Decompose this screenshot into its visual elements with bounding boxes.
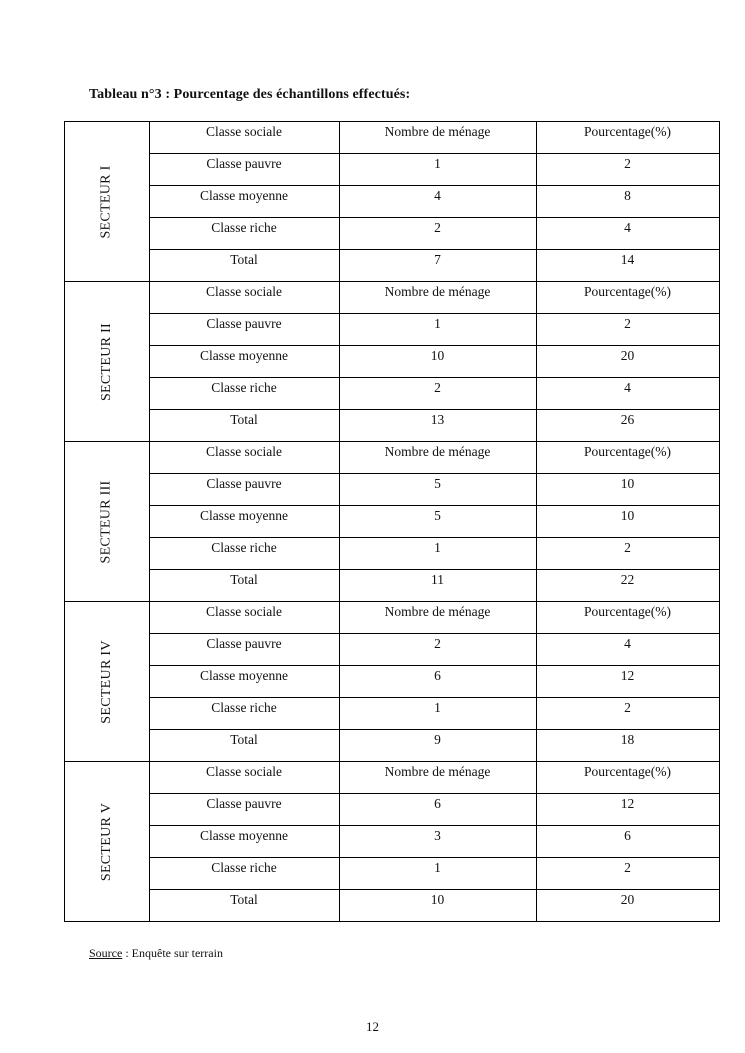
cell-nombre: 7	[339, 250, 536, 282]
cell-nombre: 9	[339, 730, 536, 762]
cell-classe: Classe moyenne	[149, 186, 339, 218]
cell-classe: Classe pauvre	[149, 314, 339, 346]
cell-classe: Total	[149, 570, 339, 602]
header-row	[65, 602, 720, 634]
header-row	[65, 122, 720, 154]
header-cell-pourcentage: Pourcentage(%)	[536, 602, 719, 634]
cell-classe: Total	[149, 250, 339, 282]
cell-nombre: 2	[339, 378, 536, 410]
cell-pourcentage: 2	[536, 538, 719, 570]
header-cell-nombre: Nombre de ménage	[339, 122, 536, 154]
table-row	[65, 858, 720, 890]
table-row	[65, 250, 720, 282]
header-row	[65, 282, 720, 314]
cell-pourcentage: 22	[536, 570, 719, 602]
source-note	[89, 946, 223, 961]
cell-classe: Classe riche	[149, 538, 339, 570]
table-row	[65, 890, 720, 922]
cell-pourcentage: 12	[536, 666, 719, 698]
table-row	[65, 794, 720, 826]
cell-classe: Classe moyenne	[149, 826, 339, 858]
cell-nombre: 10	[339, 346, 536, 378]
cell-pourcentage: 14	[536, 250, 719, 282]
table-row	[65, 698, 720, 730]
cell-nombre: 5	[339, 474, 536, 506]
header-cell-pourcentage: Pourcentage(%)	[536, 442, 719, 474]
sector-cell	[65, 122, 150, 282]
cell-nombre: 2	[339, 634, 536, 666]
cell-nombre: 6	[339, 794, 536, 826]
cell-classe: Classe moyenne	[149, 346, 339, 378]
cell-pourcentage: 12	[536, 794, 719, 826]
cell-classe: Classe riche	[149, 858, 339, 890]
sector-cell	[65, 762, 150, 922]
cell-pourcentage: 20	[536, 346, 719, 378]
samples-table-body	[65, 122, 720, 922]
cell-pourcentage: 2	[536, 154, 719, 186]
table-row	[65, 506, 720, 538]
table-row	[65, 218, 720, 250]
cell-nombre: 5	[339, 506, 536, 538]
header-cell-pourcentage: Pourcentage(%)	[536, 762, 719, 794]
table-row	[65, 154, 720, 186]
page-number: 12	[366, 1019, 379, 1034]
header-cell-pourcentage: Pourcentage(%)	[536, 122, 719, 154]
sector-label: SECTEUR V	[98, 802, 114, 882]
cell-pourcentage: 26	[536, 410, 719, 442]
header-cell-classe: Classe sociale	[149, 602, 339, 634]
cell-pourcentage: 8	[536, 186, 719, 218]
header-row	[65, 762, 720, 794]
table-row	[65, 378, 720, 410]
cell-classe: Classe pauvre	[149, 154, 339, 186]
cell-classe: Total	[149, 890, 339, 922]
sector-label: SECTEUR III	[98, 480, 114, 564]
cell-nombre: 1	[339, 314, 536, 346]
cell-nombre: 2	[339, 218, 536, 250]
table-row	[65, 634, 720, 666]
cell-classe: Total	[149, 730, 339, 762]
header-cell-pourcentage: Pourcentage(%)	[536, 282, 719, 314]
header-cell-nombre: Nombre de ménage	[339, 442, 536, 474]
cell-nombre: 1	[339, 698, 536, 730]
cell-nombre: 10	[339, 890, 536, 922]
header-cell-nombre: Nombre de ménage	[339, 762, 536, 794]
header-cell-classe: Classe sociale	[149, 442, 339, 474]
table-row	[65, 826, 720, 858]
header-row	[65, 442, 720, 474]
header-cell-nombre: Nombre de ménage	[339, 602, 536, 634]
cell-nombre: 1	[339, 538, 536, 570]
cell-classe: Classe riche	[149, 218, 339, 250]
cell-pourcentage: 10	[536, 506, 719, 538]
table-row	[65, 474, 720, 506]
table-row	[65, 730, 720, 762]
cell-pourcentage: 20	[536, 890, 719, 922]
cell-nombre: 4	[339, 186, 536, 218]
sector-label: SECTEUR IV	[98, 640, 114, 724]
cell-pourcentage: 2	[536, 858, 719, 890]
samples-table	[64, 121, 720, 922]
cell-pourcentage: 6	[536, 826, 719, 858]
sector-label: SECTEUR II	[98, 322, 114, 402]
table-row	[65, 186, 720, 218]
cell-pourcentage: 2	[536, 314, 719, 346]
cell-classe: Classe moyenne	[149, 506, 339, 538]
cell-pourcentage: 4	[536, 378, 719, 410]
cell-nombre: 13	[339, 410, 536, 442]
sector-cell	[65, 282, 150, 442]
sector-label: SECTEUR I	[98, 165, 114, 239]
cell-pourcentage: 4	[536, 634, 719, 666]
cell-nombre: 1	[339, 858, 536, 890]
table-row	[65, 570, 720, 602]
cell-classe: Classe riche	[149, 378, 339, 410]
cell-classe: Classe moyenne	[149, 666, 339, 698]
cell-nombre: 1	[339, 154, 536, 186]
header-cell-classe: Classe sociale	[149, 762, 339, 794]
source-text: : Enquête sur terrain	[122, 946, 223, 960]
cell-classe: Classe riche	[149, 698, 339, 730]
table-row	[65, 666, 720, 698]
cell-pourcentage: 4	[536, 218, 719, 250]
header-cell-classe: Classe sociale	[149, 122, 339, 154]
cell-nombre: 11	[339, 570, 536, 602]
source-label: Source	[89, 946, 123, 960]
header-cell-nombre: Nombre de ménage	[339, 282, 536, 314]
cell-pourcentage: 10	[536, 474, 719, 506]
cell-nombre: 6	[339, 666, 536, 698]
table-title: Tableau n°3 : Pourcentage des échantillons effectués:	[89, 87, 411, 102]
header-cell-classe: Classe sociale	[149, 282, 339, 314]
cell-classe: Total	[149, 410, 339, 442]
cell-classe: Classe pauvre	[149, 634, 339, 666]
cell-nombre: 3	[339, 826, 536, 858]
sector-cell	[65, 602, 150, 762]
cell-pourcentage: 18	[536, 730, 719, 762]
table-row	[65, 410, 720, 442]
cell-classe: Classe pauvre	[149, 794, 339, 826]
sector-cell	[65, 442, 150, 602]
cell-classe: Classe pauvre	[149, 474, 339, 506]
table-row	[65, 346, 720, 378]
table-row	[65, 314, 720, 346]
cell-pourcentage: 2	[536, 698, 719, 730]
table-row	[65, 538, 720, 570]
